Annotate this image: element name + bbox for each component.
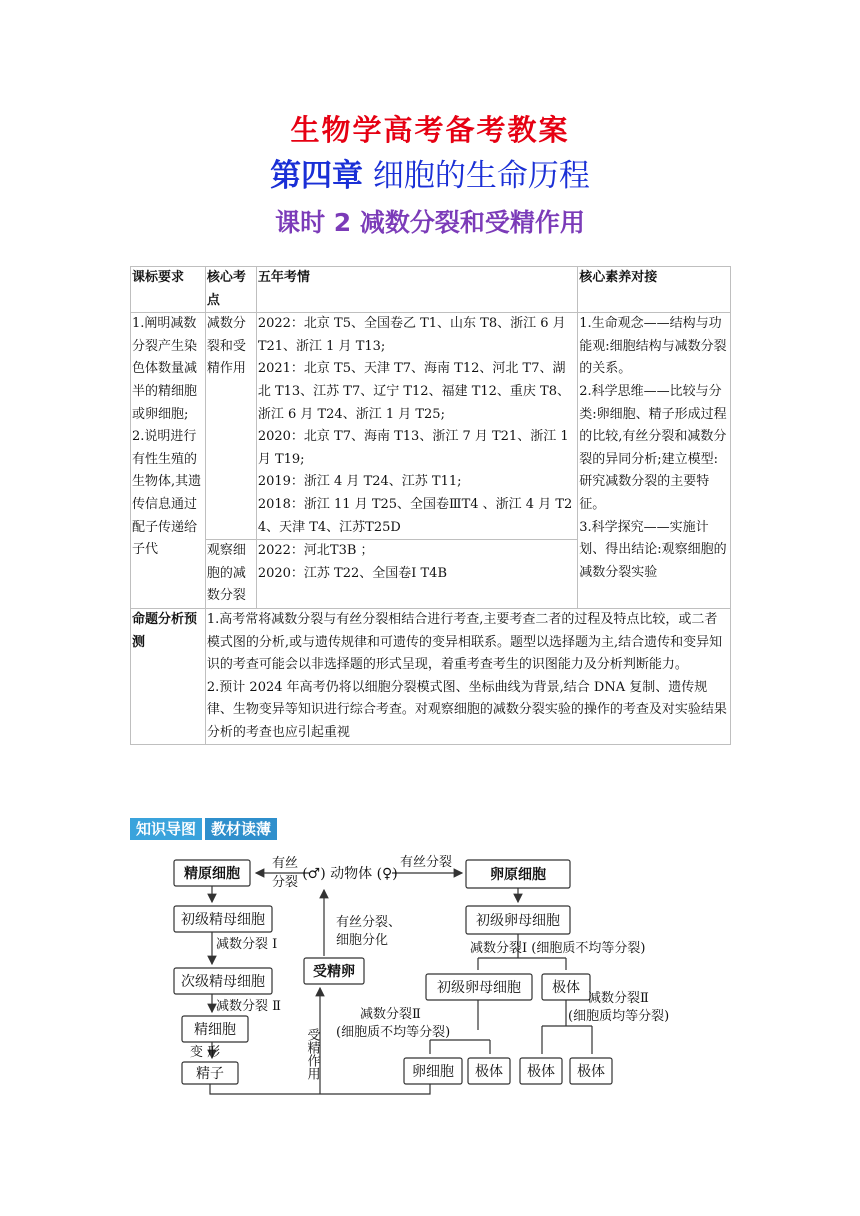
knowledge-map-banner (130, 818, 277, 840)
exam-2018: 2018：浙江 11 月 T25、全国卷ⅢT4 、浙江 4 月 T24、天津 T4、江苏T25D (257, 496, 573, 535)
label-transform: 变 形 (190, 1045, 221, 1060)
label-secondary-oocyte: 初级卵母细胞 (437, 980, 521, 996)
header-exams: 五年考情 (256, 267, 577, 313)
label-meiosis1-right: 减数分裂Ⅰ (细胞质不均等分裂) (470, 941, 646, 956)
label-animal: (♂) 动物体 (♀) (302, 866, 398, 882)
label-primary-spermatocyte: 初级精母细胞 (181, 912, 265, 928)
chapter-name: 细胞的生命历程 (372, 158, 590, 194)
analysis-cell (205, 608, 730, 745)
meiosis-diagram (160, 850, 700, 1100)
label-primary-oocyte: 初级卵母细胞 (476, 913, 560, 929)
exam-2020: 2020：北京 T7、海南 T13、浙江 7 月 T21、浙江 1 月 T19; (257, 429, 569, 467)
exam-2022: 2022：北京 T5、全国卷乙 T1、山东 T8、浙江 6 月 T21、浙江 1 月 T13; (257, 316, 566, 354)
lesson-title: 课时 2 减数分裂和受精作用 (275, 208, 585, 237)
analysis-2: 2.预计 2024 年高考仍将以细胞分裂模式图、坐标曲线为背景,结合 DNA 复制、遗传规律、生物变异等知识进行综合考查。对观察细胞的减数分裂实验的操作的考查及对实验结果分析的考查也应引起重视 (206, 679, 727, 740)
main-title: 生物学高考备考教案 (290, 113, 570, 147)
exam-2021: 2021：北京 T5、天津 T7、海南 T12、河北 T7、湖北 T13、江苏 T7、辽宁 T12、福建 T12、重庆 T8、浙江 6 月 T24、浙江 1 月 T25; (257, 361, 570, 422)
header-topics: 核心考点 (205, 267, 256, 313)
label-oogonium: 卵原细胞 (490, 867, 546, 883)
header-literacy: 核心素养对接 (578, 267, 731, 313)
label-meiosis2-left: 减数分裂 Ⅱ (216, 999, 281, 1014)
topic-1-exams (256, 313, 577, 540)
topic-1: 减数分裂和受精作用 (205, 313, 256, 540)
literacy-3: 3.科学探究——实施计划、得出结论:观察细胞的减数分裂实验 (579, 519, 727, 580)
analysis-1: 1.高考常将减数分裂与有丝分裂相结合进行考查,主要考查二者的过程及特点比较，或二者模式图的分析,或与遗传规律和可遗传的变异相联系。题型以选择题为主,结合遗传和变异知识的考查可能会以非选择题的形式呈现，着重考查考生的识图能力及分析判断能力。 (206, 611, 723, 673)
label-fertilization: 受精作用 (304, 1028, 320, 1080)
label-mitosis-left-1: 有丝 (272, 856, 299, 871)
label-meiosis2-equal-2: (细胞质均等分裂) (568, 1009, 670, 1024)
label-polar-body-2: 极体 (475, 1064, 503, 1080)
curriculum-table (130, 266, 731, 745)
label-spermatid: 精细胞 (194, 1022, 236, 1038)
label-polar-body-3: 极体 (527, 1064, 555, 1080)
label-egg: 卵细胞 (412, 1064, 454, 1080)
topic-2-exams (256, 540, 577, 609)
standard-2: 2.说明进行有性生殖的生物体,其遗传信息通过配子传递给子代 (132, 429, 202, 558)
header-standards: 课标要求 (131, 267, 206, 313)
label-meiosis1-left: 减数分裂 Ⅰ (216, 937, 278, 952)
banner-textbook: 教材读薄 (205, 818, 277, 840)
chapter-number: 第四章 (270, 158, 364, 194)
standard-1: 1.阐明减数分裂产生染色体数量减半的精细胞或卵细胞; (132, 316, 198, 422)
label-polar-body-4: 极体 (577, 1064, 605, 1080)
literacy-cell (578, 313, 731, 609)
label-mitosis-left-2: 分裂 (272, 875, 299, 890)
label-spermatogonium: 精原细胞 (184, 866, 240, 882)
exam-2022-b: 2022：河北T3B ； (257, 543, 374, 559)
exam-2020-b: 2020：江苏 T22、全国卷Ⅰ T4B (257, 565, 448, 581)
exam-2019: 2019：浙江 4 月 T24、江苏 T11; (257, 474, 462, 490)
literacy-2: 2.科学思维——比较与分类:卵细胞、精子形成过程的比较,有丝分裂和减数分裂的异同分析;建立模型:研究减数分裂的主要特征。 (579, 383, 727, 512)
topic-2: 观察细胞的减数分裂 (205, 540, 256, 609)
label-sperm: 精子 (196, 1066, 224, 1082)
label-mitosis-right: 有丝分裂 (400, 855, 453, 870)
standards-cell (131, 313, 206, 609)
label-meiosis2-unequal-2: (细胞质不均等分裂) (336, 1025, 451, 1040)
banner-knowledge-map: 知识导图 (130, 818, 202, 840)
analysis-label: 命题分析预测 (131, 608, 206, 745)
label-meiosis2-equal-1: 减数分裂Ⅱ (588, 991, 649, 1006)
chapter-title (0, 150, 860, 195)
label-meiosis2-unequal-1: 减数分裂Ⅱ (360, 1007, 421, 1022)
label-zygote-note-1: 有丝分裂、 (336, 915, 402, 930)
label-zygote: 受精卵 (313, 964, 355, 980)
literacy-1: 1.生命观念——结构与功能观:细胞结构与减数分裂的关系。 (579, 316, 727, 377)
label-secondary-spermatocyte: 次级精母细胞 (181, 974, 265, 990)
label-polar-body: 极体 (552, 980, 580, 996)
label-zygote-note-2: 细胞分化 (336, 933, 389, 948)
